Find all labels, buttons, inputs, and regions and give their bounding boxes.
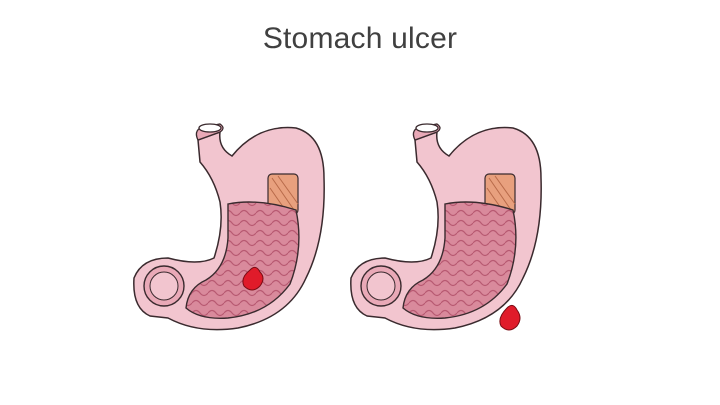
stomach-illustration-left xyxy=(128,118,348,348)
ulcer-lesion-detached xyxy=(500,305,520,330)
stomach-illustration-right xyxy=(345,118,565,348)
slide-title: Stomach ulcer xyxy=(262,22,458,55)
